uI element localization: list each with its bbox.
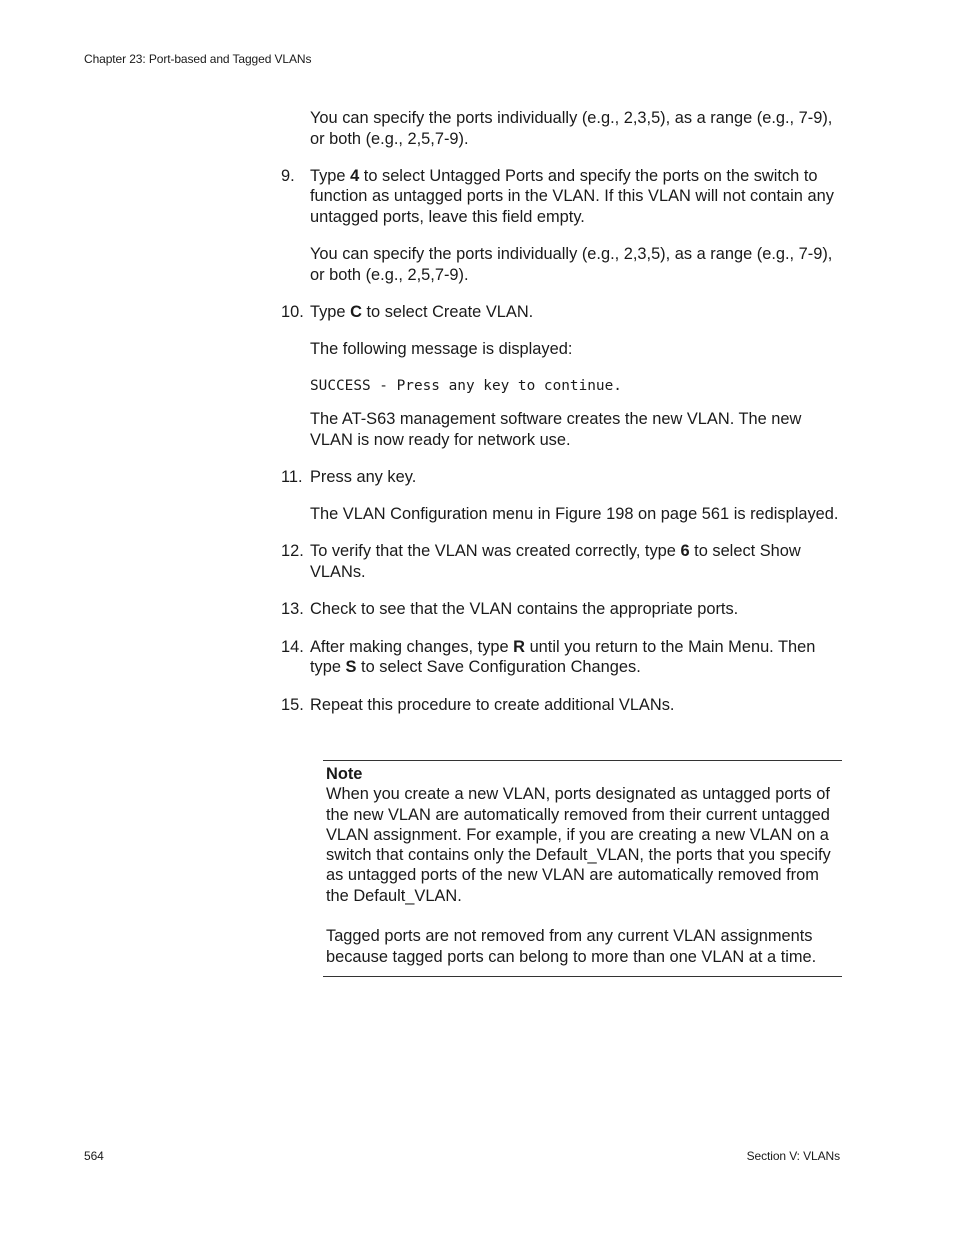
step-9 xyxy=(281,166,843,228)
step-text: To verify that the VLAN was created correctly, type 6 to select Show VLANs. xyxy=(310,542,801,581)
step-text: After making changes, type R until you return to the Main Menu. Then type S to select Save Configuration Changes. xyxy=(310,637,816,676)
step-11-paragraph: The VLAN Configuration menu in Figure 198 on page 561 is redisplayed. xyxy=(310,505,839,523)
running-header: Chapter 23: Port-based and Tagged VLANs xyxy=(84,52,312,66)
key-text: R xyxy=(513,637,526,656)
note-box xyxy=(323,760,842,977)
step-text: Type 4 to select Untagged Ports and specify the ports on the switch to function as untagged ports in the VLAN. If this VLAN will not contain any untagged ports, leave this field empty. xyxy=(310,166,834,226)
step-13 xyxy=(281,599,843,620)
note-paragraph: When you create a new VLAN, ports designated as untagged ports of the new VLAN are automatically removed from their current untagged VLAN assignment. For example, if you are creating a new VLAN on a switch that contains only the Default_VLAN, the ports that you specify as untagged ports of the new VLAN are automatically removed from the Default_VLAN. xyxy=(326,785,831,905)
key-text: S xyxy=(345,658,357,676)
step-number: 10. xyxy=(281,302,304,321)
step-14 xyxy=(281,637,843,678)
key-text: 6 xyxy=(680,542,690,560)
key-text: 4 xyxy=(350,166,360,185)
step-number: 12. xyxy=(281,542,304,560)
step-number: 9. xyxy=(281,166,295,185)
step-text: Check to see that the VLAN contains the appropriate ports. xyxy=(310,600,739,618)
note-paragraph: Tagged ports are not removed from any current VLAN assignments because tagged ports can belong to more than one VLAN at a time. xyxy=(326,927,817,966)
console-message: SUCCESS - Press any key to continue. xyxy=(310,378,622,394)
key-text: C xyxy=(350,302,362,321)
step-12 xyxy=(281,541,843,582)
step-text: Type C to select Create VLAN. xyxy=(310,302,534,321)
step-text: Repeat this procedure to create additional VLANs. xyxy=(310,695,675,714)
step-10-result: The AT-S63 management software creates the new VLAN. The new VLAN is now ready for network use. xyxy=(310,410,802,449)
intro-paragraph: You can specify the ports individually (e.g., 2,3,5), as a range (e.g., 7-9), or both (e.g., 2,5,7-9). xyxy=(310,109,833,148)
section-title: Section V: VLANs xyxy=(746,1149,840,1163)
step-number: 15. xyxy=(281,695,304,714)
page-number: 564 xyxy=(84,1149,104,1163)
document-body xyxy=(281,108,843,732)
step-9-paragraph: You can specify the ports individually (e.g., 2,3,5), as a range (e.g., 7-9), or both (e.g., 2,5,7-9). xyxy=(310,245,833,284)
step-11 xyxy=(281,467,843,488)
step-text: Press any key. xyxy=(310,467,417,486)
step-number: 13. xyxy=(281,600,304,618)
step-number: 11. xyxy=(281,467,303,486)
step-15 xyxy=(281,695,843,716)
note-title: Note xyxy=(326,765,363,783)
step-10-paragraph: The following message is displayed: xyxy=(310,340,573,358)
step-number: 14. xyxy=(281,637,304,656)
step-10 xyxy=(281,302,843,323)
